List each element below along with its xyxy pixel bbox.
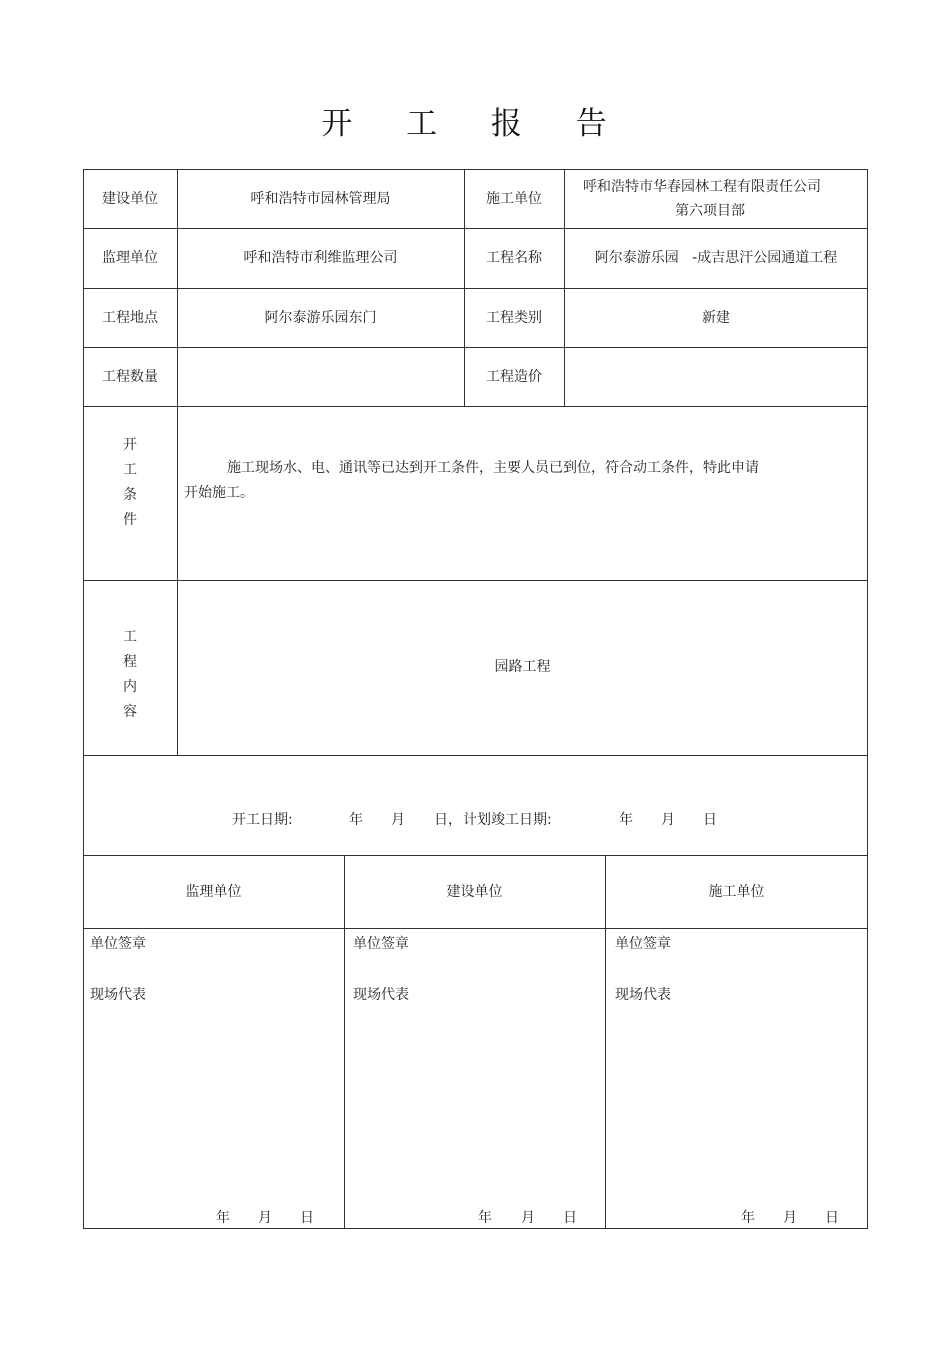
rep-label: 现场代表 — [353, 987, 409, 1003]
sign-day-label: 日 — [300, 1210, 314, 1226]
construct-unit-value-line1: 呼和浩特市华春园林工程有限责任公司 — [583, 178, 821, 195]
construct-unit-value-line2: 第六项目部 — [675, 202, 745, 219]
sign-day-label: 日 — [563, 1210, 577, 1226]
sign-month-label: 月 — [521, 1210, 535, 1226]
row-divider — [83, 928, 868, 929]
category-label: 工程类别 — [486, 309, 542, 326]
rep-label: 现场代表 — [615, 987, 671, 1003]
category-value: 新建 — [702, 309, 730, 326]
sign-month-label: 月 — [783, 1210, 797, 1226]
content-label — [83, 580, 177, 755]
start-year-label: 年 — [349, 812, 363, 828]
sign-year-label: 年 — [216, 1210, 230, 1226]
conditions-text-line2: 开始施工。 — [184, 485, 254, 501]
content-label-char: 工 — [123, 628, 137, 645]
seal-label: 单位签章 — [353, 936, 409, 952]
sign-year-label: 年 — [741, 1210, 755, 1226]
build-unit-value: 呼和浩特市园林管理局 — [250, 190, 391, 207]
construct-unit-label: 施工单位 — [486, 190, 542, 207]
start-day-label: 日， — [434, 812, 462, 828]
signature-header-supervise: 监理单位 — [185, 883, 242, 900]
planned-date-label: 计划竣工日期: — [463, 812, 552, 828]
start-date-label: 开工日期: — [232, 812, 293, 828]
conditions-label — [83, 406, 177, 580]
project-name-value: 阿尔泰游乐园 -成吉思汗公园通道工程 — [594, 250, 838, 266]
conditions-label-char: 件 — [123, 512, 137, 528]
content-value: 园路工程 — [494, 658, 551, 675]
cost-label: 工程造价 — [486, 368, 542, 385]
sign-day-label: 日 — [825, 1210, 839, 1226]
conditions-label-char: 开 — [123, 437, 137, 453]
quantity-label: 工程数量 — [102, 368, 158, 385]
planned-year-label: 年 — [619, 812, 633, 828]
quantity-value — [177, 347, 464, 406]
row-divider — [83, 406, 868, 407]
start-month-label: 月 — [391, 812, 405, 828]
seal-label: 单位签章 — [615, 936, 671, 952]
sign-month-label: 月 — [258, 1210, 272, 1226]
signature-header-construct: 施工单位 — [708, 883, 765, 900]
content-label-char: 容 — [123, 703, 137, 720]
conditions-text-line1: 施工现场水、电、通讯等已达到开工条件，主要人员已到位，符合动工条件，特此申请 — [227, 460, 759, 476]
supervise-unit-label: 监理单位 — [102, 250, 158, 266]
conditions-text — [184, 456, 864, 506]
row-divider — [83, 755, 868, 756]
cost-value — [564, 347, 868, 406]
build-unit-label: 建设单位 — [102, 190, 158, 207]
content-label-char: 内 — [123, 678, 137, 695]
content-label-char: 程 — [123, 653, 137, 670]
sign-year-label: 年 — [478, 1210, 492, 1226]
planned-day-label: 日 — [703, 812, 717, 828]
conditions-label-char: 条 — [123, 487, 137, 503]
location-label: 工程地点 — [102, 309, 158, 326]
rep-label: 现场代表 — [90, 987, 146, 1003]
seal-label: 单位签章 — [90, 936, 146, 952]
conditions-label-char: 工 — [123, 462, 137, 478]
signature-header-build: 建设单位 — [446, 883, 503, 900]
document-title: 开 工 报 告 — [321, 106, 629, 142]
construct-unit-value — [564, 169, 868, 228]
location-value: 阿尔泰游乐园东门 — [264, 309, 377, 326]
planned-month-label: 月 — [661, 812, 675, 828]
project-name-label: 工程名称 — [486, 250, 542, 266]
supervise-unit-value: 呼和浩特市利维监理公司 — [243, 250, 398, 266]
